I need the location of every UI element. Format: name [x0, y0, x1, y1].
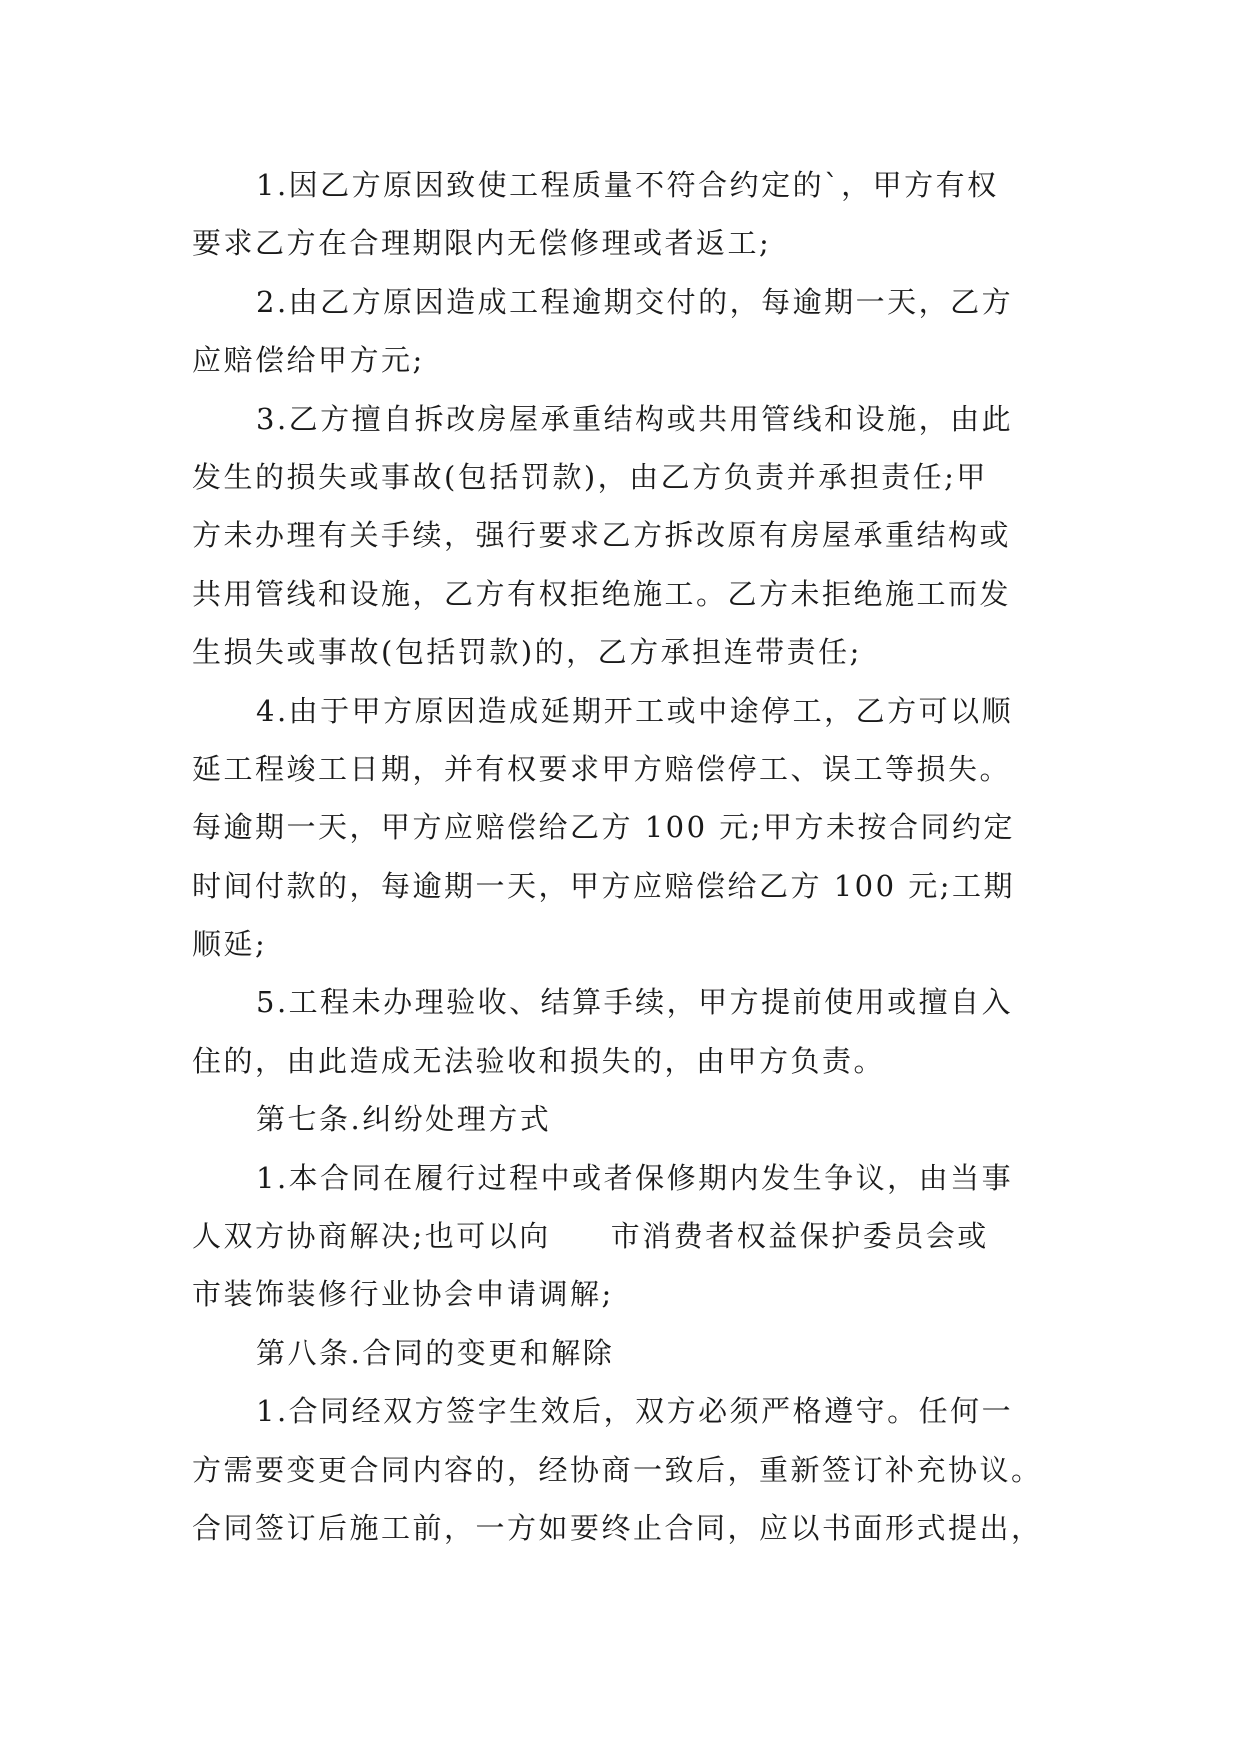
text-line: 5.工程未办理验收、结算手续，甲方提前使用或擅自入	[256, 985, 1014, 1020]
text-line: 生损失或事故(包括罚款)的，乙方承担连带责任;	[192, 635, 862, 670]
text-line	[192, 1207, 1062, 1265]
section-heading: 第八条.合同的变更和解除	[256, 1335, 615, 1370]
text-line: 顺延;	[192, 927, 268, 962]
text-segment: 市消费者权益保护委员会或	[610, 1219, 989, 1254]
text-line: 延工程竣工日期，并有权要求甲方赔偿停工、误工等损失。	[192, 751, 1012, 786]
text-line: 每逾期一天，甲方应赔偿给乙方 100 元;甲方未按合同约定	[192, 810, 1016, 845]
text-line: 时间付款的，每逾期一天，甲方应赔偿给乙方 100 元;工期	[192, 868, 1016, 903]
text-line: 共用管线和设施，乙方有权拒绝施工。乙方未拒绝施工而发	[192, 576, 1012, 611]
text-line: 应赔偿给甲方元;	[192, 343, 425, 378]
text-line: 4.由于甲方原因造成延期开工或中途停工，乙方可以顺	[256, 693, 1014, 728]
text-line: 要求乙方在合理期限内无偿修理或者返工;	[192, 226, 772, 261]
text-segment: 人双方协商解决;也可以向	[192, 1219, 551, 1254]
text-line: 方需要变更合同内容的，经协商一致后，重新签订补充协议。	[192, 1452, 1043, 1487]
section-heading: 第七条.纠纷处理方式	[256, 1102, 552, 1137]
text-line: 1.合同经双方签字生效后，双方必须严格遵守。任何一	[256, 1394, 1014, 1429]
text-line: 发生的损失或事故(包括罚款)，由乙方负责并承担责任;甲	[192, 459, 988, 494]
document-body	[192, 156, 1062, 1557]
text-line: 住的，由此造成无法验收和损失的，由甲方负责。	[192, 1043, 886, 1078]
text-line: 1.本合同在履行过程中或者保修期内发生争议，由当事	[256, 1160, 1014, 1195]
text-line: 1.因乙方原因致使工程质量不符合约定的`，甲方有权	[256, 168, 999, 202]
text-line: 2.由乙方原因造成工程逾期交付的，每逾期一天，乙方	[256, 284, 1014, 319]
text-line: 合同签订后施工前，一方如要终止合同，应以书面形式提出，	[192, 1510, 1043, 1545]
text-line: 3.乙方擅自拆改房屋承重结构或共用管线和设施，由此	[256, 401, 1014, 436]
text-line: 方未办理有关手续，强行要求乙方拆改原有房屋承重结构或	[192, 518, 1012, 553]
text-line: 市装饰装修行业协会申请调解;	[192, 1277, 614, 1312]
